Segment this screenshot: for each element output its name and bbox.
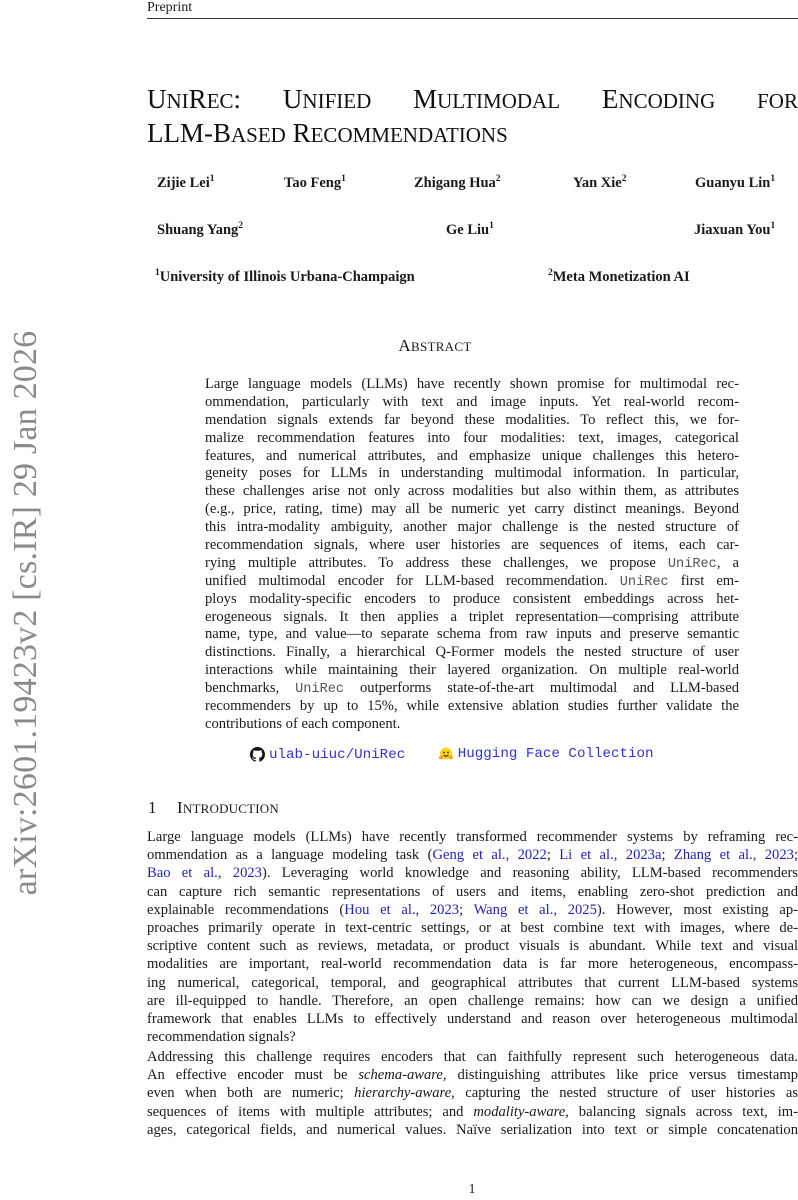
abstract-line: name, type, and value—to separate schema from raw inputs and preserve semantic xyxy=(205,626,739,643)
citation-link[interactable]: Li et al., 2023a xyxy=(559,847,662,864)
title-line-2: LLM-BASED RECOMMENDATIONS xyxy=(147,118,508,148)
paper-title xyxy=(147,83,798,151)
abstract-line: Large language models (LLMs) have recently shown promise for multimodal rec- xyxy=(205,376,739,392)
abstract-line: this intra-modality ambiguity, another major challenge is the nested structure of xyxy=(205,519,739,536)
intro-line: framework that enables LLMs to effectively understand and reason over heterogeneous multimodal xyxy=(147,1010,798,1027)
intro-line: An effective encoder must be schema-aware, distinguishing attributes like price versus timestamp xyxy=(147,1067,798,1084)
abstract-line: mendation signals extends far beyond these modalities. To reflect this, we for- xyxy=(205,411,739,428)
method-name: UniRec xyxy=(667,556,717,572)
section-heading-introduction: 1 INTRODUCTION xyxy=(148,798,279,817)
author: Ge Liu$^1$ xyxy=(446,221,494,238)
affiliation: $^1$University of Illinois Urbana-Champaign xyxy=(155,268,415,285)
abstract-line: recommenders by up to 15%, while extensive ablation studies further validate the xyxy=(205,698,739,715)
method-name: UniRec xyxy=(295,682,345,698)
intro-paragraph-2 xyxy=(147,1048,798,1139)
citation-link[interactable]: Zhang et al., 2023 xyxy=(673,847,794,864)
intro-line: even when both are numeric; hierarchy-aware, capturing the nested structure of user histories as xyxy=(147,1085,798,1102)
abstract-line: distinctions. Finally, a hierarchical Q-Former models the nested structure of user xyxy=(205,644,739,661)
method-name: UniRec xyxy=(619,574,669,590)
title-line-1 xyxy=(147,83,798,117)
author: Yan Xie$^2$ xyxy=(573,174,627,191)
author: Guanyu Lin$^1$ xyxy=(695,174,776,191)
title-word: ENCODING xyxy=(601,84,716,114)
page-number: 1 xyxy=(468,1182,476,1197)
author: Zhigang Hua$^2$ xyxy=(414,174,501,191)
intro-line: can capture rich semantic representations of users and items, enabling zero-shot prediction and xyxy=(147,883,798,900)
intro-line: modalities are important, real-world recommendation data is far more heterogeneous, encompass- xyxy=(147,956,798,973)
arxiv-identifier-stamp xyxy=(4,323,48,903)
github-link-label: ulab-uiuc/UniRec xyxy=(269,746,406,763)
abstract-line: interactions while maintaining their layered organization. On multiple real-world xyxy=(205,662,739,679)
abstract-line: benchmarks, UniRec outperforms state-of-the-art multimodal and LLM-based xyxy=(205,680,739,698)
abstract-line: (e.g., price, rating, time) may all be numeric yet carry distinct meanings. Beyond xyxy=(205,501,739,518)
title-word: UNIFIED xyxy=(282,84,372,114)
header-label: Preprint xyxy=(147,0,193,15)
abstract-line: erogeneous signals. It then applies a triplet representation—comprising attribute xyxy=(205,608,739,625)
citation-link[interactable]: Wang et al., 2025 xyxy=(473,901,597,918)
affiliation: $^2$Meta Monetization AI xyxy=(548,268,690,285)
title-word: MULTIMODAL xyxy=(413,84,561,114)
citation-link[interactable]: Bao et al., 2023 xyxy=(147,865,262,882)
abstract-heading: ABSTRACT xyxy=(398,336,472,355)
intro-line: proaches primarily operate in text-centric settings, or at best combine text with images, where de- xyxy=(147,919,798,936)
abstract-line: ommendation, particularly with text and image inputs. Yet real-world recom- xyxy=(205,393,739,410)
citation-link[interactable]: Geng et al., 2022 xyxy=(432,847,547,864)
intro-line: scriptive content such as reviews, metadata, or product visuals is abundant. While text and visual xyxy=(147,938,798,955)
intro-line: Addressing this challenge requires encoders that can faithfully represent such heterogeneous data. xyxy=(147,1049,798,1065)
author: Tao Feng$^1$ xyxy=(284,174,346,191)
arxiv-id-text: arXiv:2601.19423v2 [cs.IR] 29 Jan 2026 xyxy=(7,330,44,896)
github-link[interactable] xyxy=(250,747,405,763)
abstract-line: rying multiple attributes. To address these challenges, we propose UniRec, a xyxy=(205,554,739,572)
abstract-line: geneity poses for LLMs in understanding multimodal information. In particular, xyxy=(205,465,739,482)
hugging-face-link[interactable] xyxy=(438,746,654,762)
intro-line: explainable recommendations (Hou et al., 2023; Wang et al., 2025). However, most existing ap- xyxy=(147,901,798,918)
abstract-line: features, and numerical attributes, and emphasize unique challenges this hetero- xyxy=(205,447,739,464)
abstract-line: malize recommendation features into four modalities: text, images, categorical xyxy=(205,429,739,446)
hugging-face-link-label: Hugging Face Collection xyxy=(457,746,654,762)
github-icon xyxy=(250,747,265,762)
hugging-face-icon xyxy=(438,746,454,762)
emphasis-term: modality-aware xyxy=(473,1103,566,1120)
intro-line: ages, categorical fields, and numerical values. Naïve serialization into text or simple concatenation xyxy=(147,1121,798,1138)
resource-links xyxy=(250,746,654,767)
intro-line: Bao et al., 2023). Leveraging world knowledge and reasoning ability, LLM-based recommenders xyxy=(147,865,798,882)
abstract-line: ploys modality-specific encoders to produce consistent embeddings across het- xyxy=(205,590,739,607)
intro-line: ing numerical, categorical, temporal, and geographical attributes that current LLM-based systems xyxy=(147,974,798,991)
intro-line: sequences of items with multiple attributes; and modality-aware, balancing signals across text, im- xyxy=(147,1103,798,1120)
abstract-line: contributions of each component. xyxy=(205,715,401,732)
intro-line: recommendation signals? xyxy=(147,1029,296,1046)
citation-link[interactable]: Hou et al., 2023 xyxy=(344,901,460,918)
emphasis-term: schema-aware xyxy=(358,1067,443,1084)
emphasis-term: hierarchy-aware xyxy=(354,1085,452,1102)
page-header xyxy=(147,0,798,19)
author: Shuang Yang$^2$ xyxy=(157,221,244,238)
intro-line: Large language models (LLMs) have recently transformed recommender systems by reframing rec- xyxy=(147,829,798,845)
author: Jiaxuan You$^1$ xyxy=(694,221,776,238)
section-number: 1 xyxy=(148,798,157,817)
intro-line: ommendation as a language modeling task (Geng et al., 2022; Li et al., 2023a; Zhang et al., 2023; xyxy=(147,847,798,864)
intro-paragraph-1 xyxy=(147,828,798,1046)
intro-line: are ill-equipped to handle. Therefore, an open challenge remains: how can we design a unified xyxy=(147,992,798,1009)
title-word: UNIREC: xyxy=(147,84,242,114)
title-word: FOR xyxy=(757,89,798,113)
abstract-line: unified multimodal encoder for LLM-based recommendation. UniRec first em- xyxy=(205,572,740,590)
abstract-body xyxy=(205,376,739,734)
abstract-line: recommendation signals, where user histories are sequences of items, each car- xyxy=(205,537,739,554)
abstract-line: these challenges arise not only across modalities but also within them, as attributes xyxy=(205,483,739,500)
author: Zijie Lei$^1$ xyxy=(157,174,215,191)
